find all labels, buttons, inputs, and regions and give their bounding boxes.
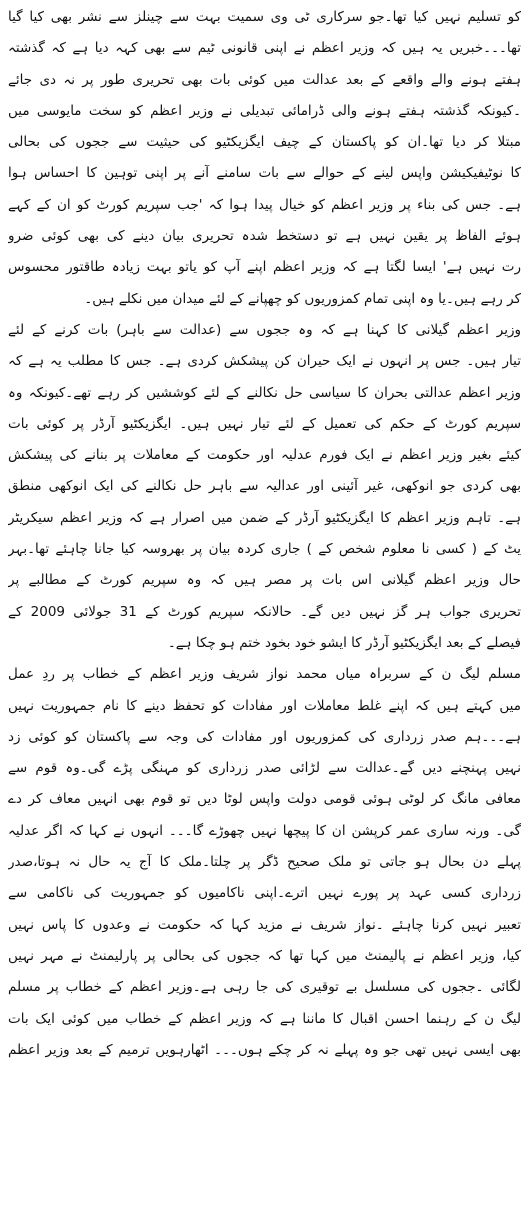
text-line: یٹ کے ( کسی نا معلوم شخص کے ) جاری کردہ بیان پر بھروسہ کیا جانا چاہئے تھا۔بہر xyxy=(8,541,521,558)
text-line: سپریم کورٹ کے حکم کی تعمیل کے لئے تیار نہیں ہیں۔ ایگزیکٹیو آرڈر پر کوئی بات xyxy=(8,415,521,432)
paragraph-2 xyxy=(8,315,521,659)
text-line: وزیر اعظم عدالتی بحران کا سیاسی حل نکالنے کے لئے کوششیں کر رہے تھے۔کیونکہ وہ xyxy=(8,384,521,401)
text-line: نہیں پہنچنے دیں گے۔عدالت سے لڑائی صدر زرداری کو مہنگی پڑے گی۔وہ قوم سے xyxy=(8,760,521,777)
text-line: وزیر اعظم گیلانی کا کہنا ہے کہ وہ ججوں سے (عدالت سے باہر) بات کرنے کے لئے xyxy=(8,321,521,338)
text-line: حال وزیر اعظم گیلانی اس بات پر مصر ہیں کہ وہ سپریم کورٹ کے مطالبے پر xyxy=(8,572,521,589)
text-line: ہے۔ تاہم وزیر اعظم کا ایگزیکٹیو آرڈر کے ضمن میں اصرار ہے کہ وزیر اعظم سیکریٹر xyxy=(8,509,521,526)
text-line: بھی کردی جو انوکھی، غیر آئینی اور عدالیہ سے باہر حل نکالنے کی ایک انوکھی منطق xyxy=(8,478,521,495)
text-line: کر رہے ہیں۔یا وہ اپنی تمام کمزوریوں کو چھپانے کے لئے میدان میں نکلے ہیں۔ xyxy=(84,290,521,307)
text-line: ۔کیونکہ گذشتہ ہفتے ہونے والی ڈرامائی تبدیلی نے وزیر اعظم کو سخت مایوسی میں xyxy=(8,102,521,119)
text-line: فیصلے کے بعد ایگزیکٹیو آرڈر کا ایشو خود بخود ختم ہو چکا ہے۔ xyxy=(167,634,521,651)
text-line: پہلے دن بحال ہو جاتی تو ملک صحیح ڈگر پر چلتا۔ملک کا آج یہ حال نہ ہوتا،صدر xyxy=(8,854,521,871)
text-line: زرداری کسی عہد پر پورے نہیں اترے۔اپنی ناکامیوں کو جمہوریت کی ناکامی سے xyxy=(8,885,521,902)
text-line: ہے۔۔۔ہم صدر زرداری کی کمزوریوں اور مفادات کی وجہ سے پاکستان کو کوئی زد xyxy=(8,728,521,745)
text-line: تعبیر نہیں کرنا چاہئے ۔نواز شریف نے مزید کہا کہ حکومت نے وعدوں کا پاس نہیں xyxy=(8,916,521,933)
text-line: میں کہتے ہیں کہ اپنے غلط معاملات اور مفادات کو تحفظ دینے کا نام جمہوریت نہیں xyxy=(8,697,521,714)
text-line: ہوئے الفاظ پر یقین نہیں ہے تو دستخط شدہ تحریری بیان دینے کی بھی کوئی ضرو xyxy=(8,228,521,245)
paragraph-1 xyxy=(8,2,521,315)
text-line: کیئے بغیر وزیر اعظم نے ایک فورم عدلیہ اور حکومت کے معاملات پر بنانے کی پیشکش xyxy=(8,447,521,464)
text-line: لیگ ن کے رہنما احسن اقبال کا ماننا ہے کہ وزیر اعظم کے خطاب میں کوئی ایک بات xyxy=(8,1010,521,1027)
text-line: معافی مانگ کر لوٹی ہوئی قومی دولت واپس لوٹا دیں تو قوم بھی انہیں معاف کر دے xyxy=(8,791,521,808)
text-line: لگائی ۔ججوں کی مسلسل بے توقیری کی جا رہی ہے۔وزیر اعظم کے خطاب پر مسلم xyxy=(8,979,521,996)
text-line: ہفتے ہونے والے واقعے کے بعد عدالت میں کوئی بات بھی تحریری طور پر نہ دی جائے xyxy=(8,71,521,88)
text-line: ہے۔ جس کی بناء پر وزیر اعظم کو خیال پیدا ہوا کہ 'جب سپریم کورٹ کو ان کے کہے xyxy=(8,196,521,213)
paragraph-3 xyxy=(8,659,521,1066)
text-line: کو تسلیم نہیں کیا تھا۔جو سرکاری ٹی وی سمیت بہت سے چینلز سے نشر بھی کیا گیا xyxy=(8,9,521,25)
text-line: مبتلا کر دیا تھا۔ان کو پاکستان کے چیف ایگزیکٹیو کی حیثیت سے ججوں کی بحالی xyxy=(8,134,521,151)
text-line: تحریری جواب ہر گز نہیں دیں گے۔ حالانکہ سپریم کورٹ کے 31 جولائی 2009 کے xyxy=(8,603,521,620)
text-line: تھا۔۔۔خبریں یہ ہیں کہ وزیر اعظم نے اپنی قانونی ٹیم سے بھی کہہ دیا ہے کہ گذشتہ xyxy=(8,40,521,57)
text-line: تیار ہیں۔ جس پر انہوں نے ایک حیران کن پیشکش کردی ہے۔ جس کا مطلب یہ ہے کہ xyxy=(8,353,521,370)
text-line: بھی ایسی نہیں تھی جو وہ پہلے نہ کر چکے ہوں۔۔۔ اٹھارہویں ترمیم کے بعد وزیر اعظم xyxy=(8,1041,521,1058)
text-line: رت نہیں ہے' ایسا لگتا ہے کہ وزیر اعظم اپنے آپ کو یاتو بہت زیادہ طاقتور محسوس xyxy=(8,259,521,276)
text-line: گی۔ ورنہ ساری عمر کرپشن ان کا پیچھا نہیں چھوڑے گا۔۔۔ انہوں نے کہا کہ اگر عدلیہ xyxy=(8,822,521,839)
text-line: کیا، وزیر اعظم نے پالیمنٹ میں کہا تھا کہ ججوں کی بحالی پر پارلیمنٹ نے مہر نہیں xyxy=(8,947,521,964)
text-line: کا نوٹیفیکیشن واپس لینے کے حوالے سے بات سامنے آنے پر اپنی توہین کا احساس ہوا xyxy=(8,165,521,182)
text-line: مسلم لیگ ن کے سربراہ میاں محمد نواز شریف وزیر اعظم کے خطاب پر ردِ عمل xyxy=(8,666,521,683)
